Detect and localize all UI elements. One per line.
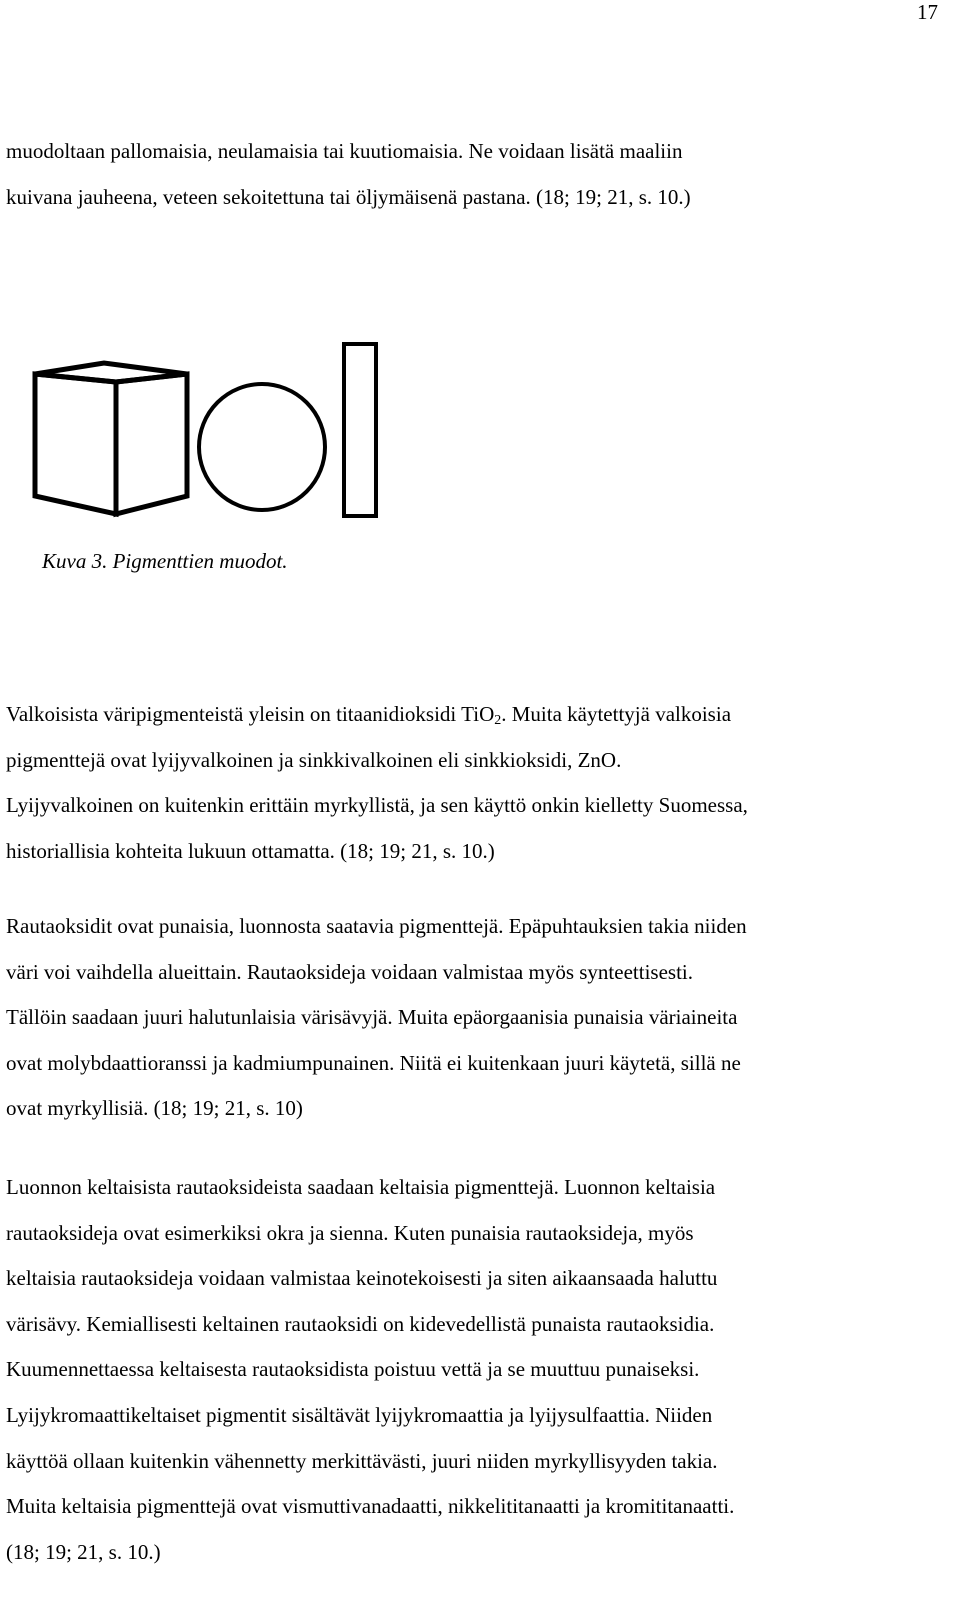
text-fragment: . Muita käytettyjä valkoisia: [501, 702, 732, 726]
text-line: muodoltaan pallomaisia, neulamaisia tai kuutiomaisia. Ne voidaan lisätä maaliin: [6, 139, 683, 163]
pigment-shapes-figure: [28, 336, 382, 532]
page-number: 17: [917, 0, 938, 24]
figure-caption: Kuva 3. Pigmenttien muodot.: [42, 549, 288, 573]
white-pigments-paragraph: [6, 692, 946, 874]
text-line: keltaisia rautaoksideja voidaan valmistaa keinotekoisesti ja siten aikaansaada haluttu: [6, 1266, 718, 1291]
sphere-icon: [199, 384, 325, 510]
text-line: kuivana jauheena, veteen sekoitettuna tai öljymäisenä pastana. (18; 19; 21, s. 10.): [6, 184, 691, 209]
text-line: Lyijykromaattikeltaiset pigmentit sisältävät lyijykromaattia ja lyijysulfaattia. Niiden: [6, 1402, 713, 1427]
text-line: (18; 19; 21, s. 10.): [6, 1539, 161, 1564]
text-line: ovat molybdaattioranssi ja kadmiumpunainen. Niitä ei kuitenkaan juuri käytetä, sillä ne: [6, 1050, 741, 1075]
text-line: [6, 692, 946, 738]
text-line: ovat myrkyllisiä. (18; 19; 21, s. 10): [6, 1096, 303, 1121]
text-line: Kuumennettaessa keltaisesta rautaoksidista poistuu vettä ja se muuttuu punaiseksi.: [6, 1357, 700, 1382]
text-fragment: Valkoisista väripigmenteistä yleisin on titaanidioksidi TiO: [6, 702, 495, 726]
text-line: väri voi vaihdella alueittain. Rautaoksideja voidaan valmistaa myös synteettisesti.: [6, 959, 693, 984]
text-line: Rautaoksidit ovat punaisia, luonnosta saatavia pigmenttejä. Epäpuhtauksien takia niiden: [6, 914, 747, 938]
cube-icon: [35, 363, 187, 514]
text-line: Tällöin saadaan juuri halutunlaisia värisävyjä. Muita epäorgaanisia punaisia väriaineita: [6, 1005, 738, 1030]
text-line: pigmenttejä ovat lyijyvalkoinen ja sinkkivalkoinen eli sinkkioksidi, ZnO.: [6, 747, 622, 772]
text-line: rautaoksideja ovat esimerkiksi okra ja sienna. Kuten punaisia rautaoksideja, myös: [6, 1220, 694, 1245]
red-iron-oxides-paragraph: [6, 904, 946, 1132]
yellow-iron-oxides-paragraph: [6, 1165, 946, 1575]
text-line: historiallisia kohteita lukuun ottamatta. (18; 19; 21, s. 10.): [6, 838, 495, 863]
text-line: Muita keltaisia pigmenttejä ovat vismuttivanadaatti, nikkelititanaatti ja kromititanaatti.: [6, 1494, 735, 1519]
text-line: käyttöä ollaan kuitenkin vähennetty merkittävästi, juuri niiden myrkyllisyyden takia.: [6, 1448, 718, 1473]
text-line: Lyijyvalkoinen on kuitenkin erittäin myrkyllistä, ja sen käyttö onkin kielletty Suomessa,: [6, 793, 748, 818]
pigment-shapes-drawing: [28, 336, 382, 532]
needle-icon: [344, 344, 376, 516]
text-line: Luonnon keltaisista rautaoksideista saadaan keltaisia pigmenttejä. Luonnon keltaisia: [6, 1175, 716, 1199]
text-line: värisävy. Kemiallisesti keltainen rautaoksidi on kidevedellistä punaista rautaoksidia.: [6, 1311, 715, 1336]
subscript: 2: [494, 713, 502, 728]
intro-paragraph: [6, 129, 946, 220]
